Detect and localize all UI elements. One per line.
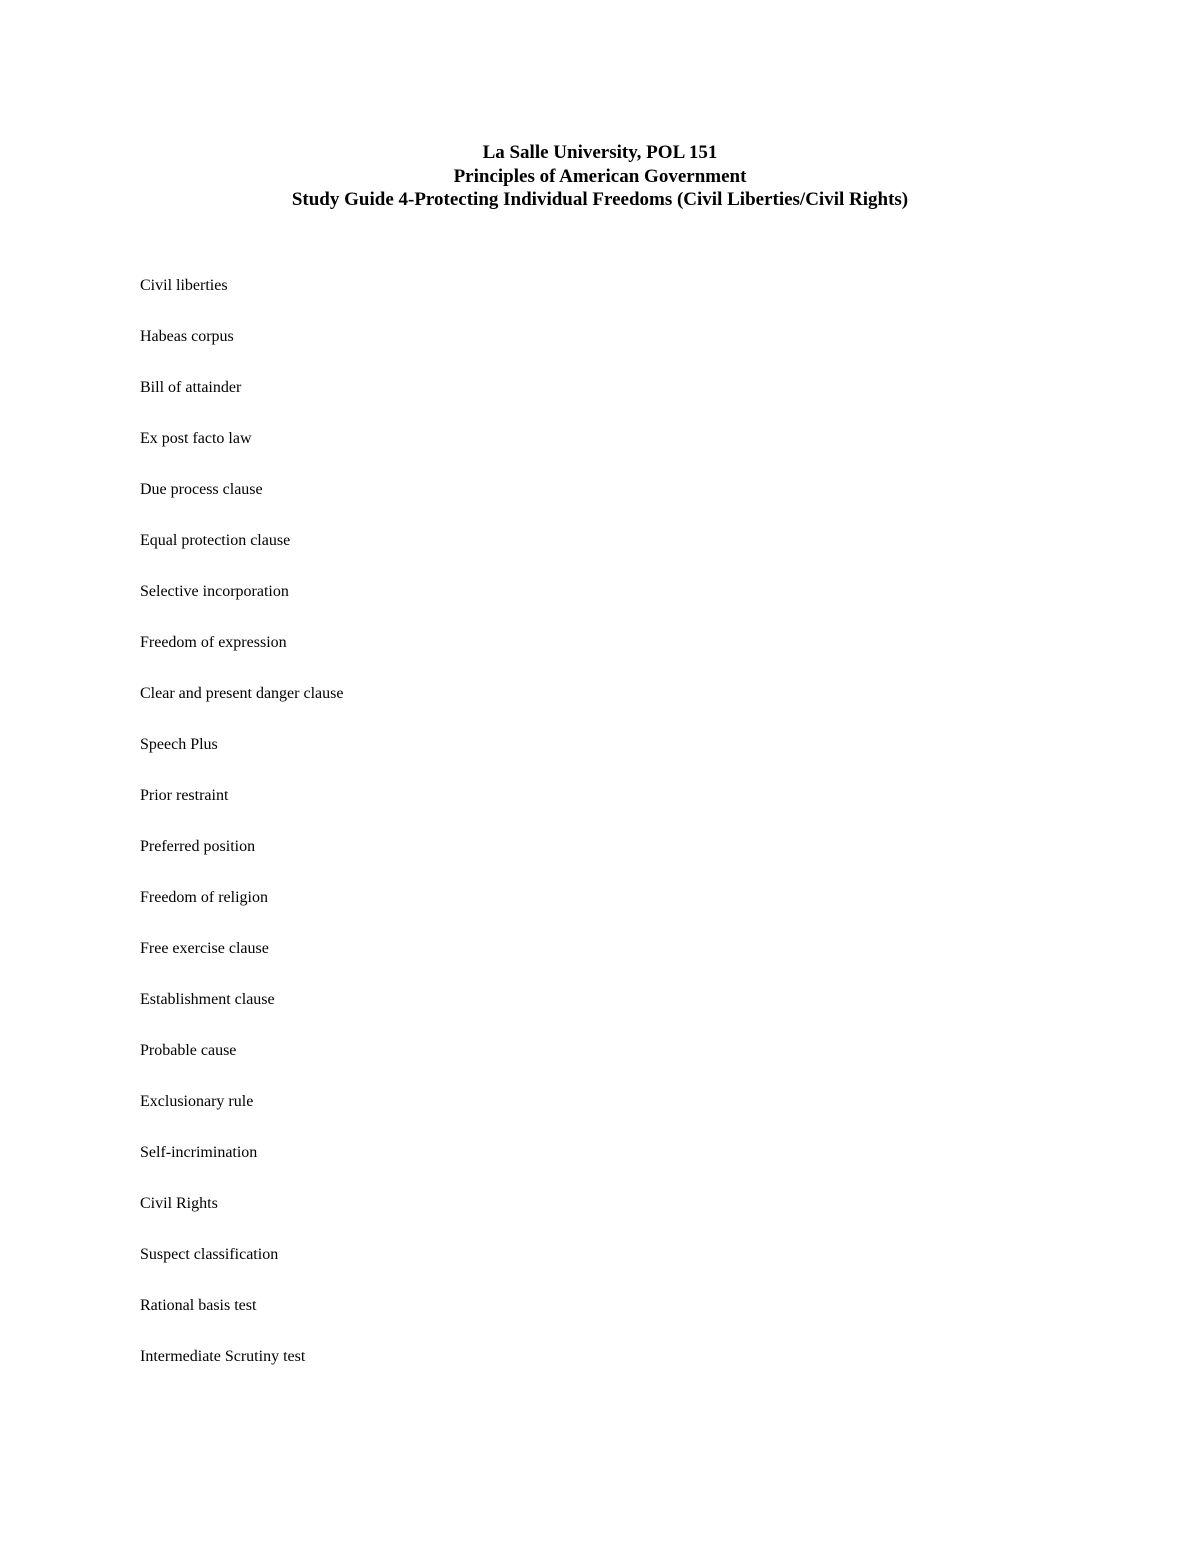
term-item: Self-incrimination [140, 1144, 258, 1161]
term-item: Habeas corpus [140, 328, 234, 345]
term-item: Rational basis test [140, 1297, 257, 1314]
term-item: Intermediate Scrutiny test [140, 1348, 306, 1365]
term-item: Due process clause [140, 481, 263, 498]
term-item: Suspect classification [140, 1246, 279, 1263]
term-item: Clear and present danger clause [140, 685, 344, 702]
term-item: Preferred position [140, 838, 256, 855]
term-item: Freedom of religion [140, 889, 268, 906]
header-study-guide-title: Study Guide 4-Protecting Individual Freedoms (Civil Liberties/Civil Rights) [291, 189, 909, 210]
header-institution-course: La Salle University, POL 151 [482, 142, 718, 163]
term-item: Establishment clause [140, 991, 275, 1008]
document-header [0, 141, 1200, 212]
term-item: Civil liberties [140, 277, 228, 294]
study-terms-list [140, 274, 1040, 1396]
term-item: Equal protection clause [140, 532, 291, 549]
term-item: Prior restraint [140, 787, 229, 804]
header-course-title: Principles of American Government [453, 165, 747, 187]
term-item: Civil Rights [140, 1195, 218, 1212]
term-item: Bill of attainder [140, 379, 242, 396]
term-item: Ex post facto law [140, 430, 252, 447]
term-item: Selective incorporation [140, 583, 289, 600]
term-item: Speech Plus [140, 736, 218, 753]
term-item: Probable cause [140, 1042, 237, 1059]
term-item: Exclusionary rule [140, 1093, 254, 1110]
term-item: Free exercise clause [140, 940, 269, 957]
term-item: Freedom of expression [140, 634, 287, 651]
